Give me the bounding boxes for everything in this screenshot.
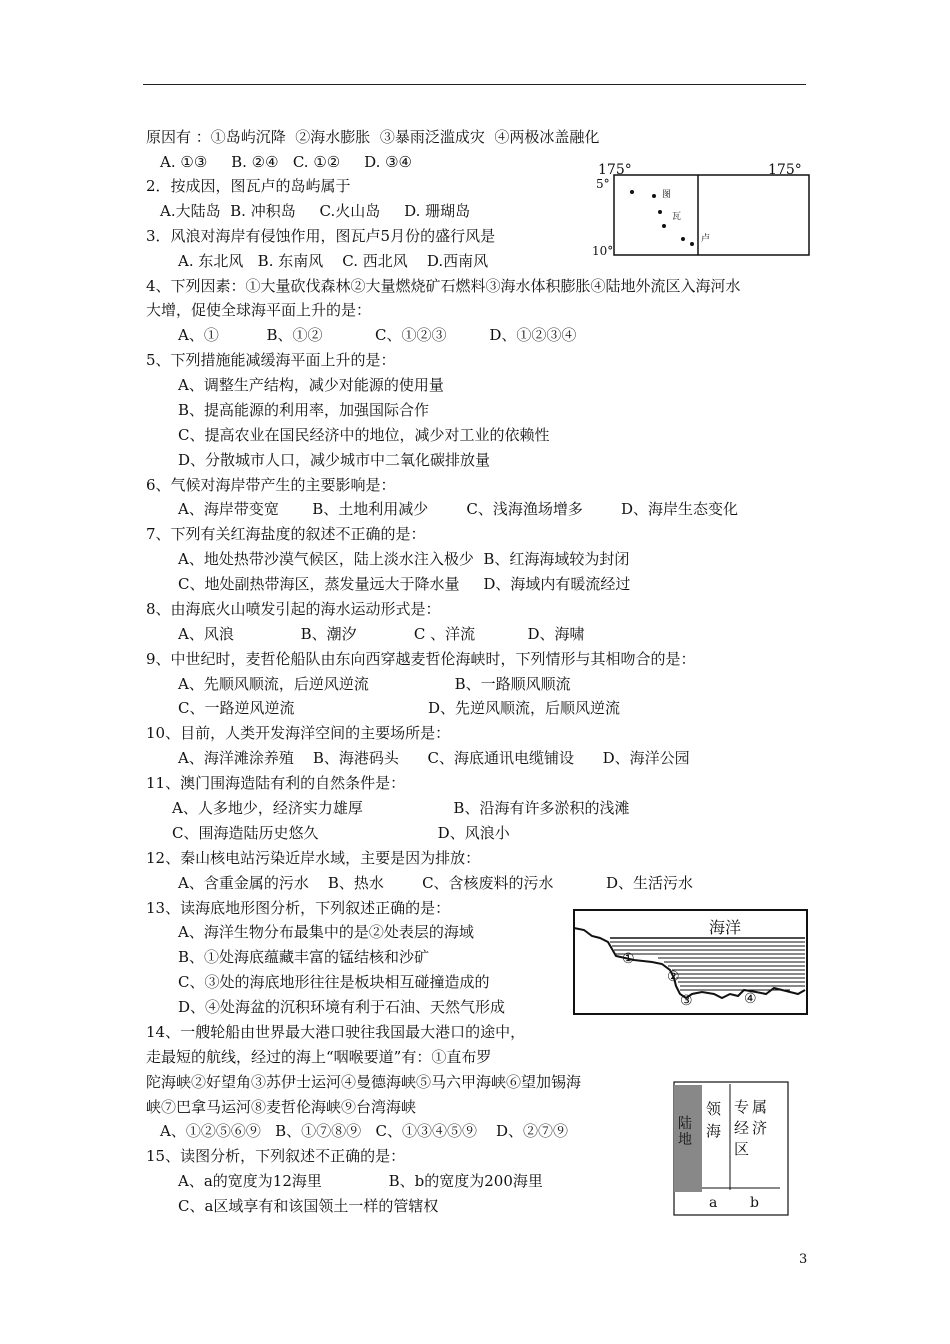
map-label-char: 瓦 [672, 212, 682, 222]
lon-right-label: 175° [768, 162, 802, 178]
map-label-char: 图 [662, 190, 672, 200]
text-line: B、①处海底蕴藏丰富的锰结核和沙矿 [178, 948, 430, 966]
text-line: 8、由海底火山喷发引起的海水运动形式是： [146, 600, 441, 618]
text-line: A、①②⑤⑥⑨ B、①⑦⑧⑨ C、①③④⑤⑨ D、②⑦⑨ [160, 1122, 569, 1140]
text-line: 12、秦山核电站污染近岸水域，主要是因为排放： [146, 849, 481, 867]
seafloor-profile-figure [572, 908, 812, 1018]
text-line: A、海岸带变宽 B、土地利用减少 C、浅海渔场增多 D、海岸生态变化 [178, 500, 739, 518]
text-line: C、地处副热带海区，蒸发量远大于降水量 D、海域内有暖流经过 [178, 575, 631, 593]
dim-b-label: b [750, 1195, 759, 1211]
text-line: 14、一艘轮船由世界最大港口驶往我国最大港口的途中， [146, 1023, 526, 1041]
text-line: A、① B、①② C、①②③ D、①②③④ [178, 326, 577, 344]
island-dot [681, 237, 685, 241]
text-line: 3．风浪对海岸有侵蚀作用，图瓦卢5月份的盛行风是 [146, 227, 496, 245]
marker-4: ④ [744, 991, 757, 1007]
maritime-zones-figure [672, 1080, 792, 1220]
eez-label: 专 属经 济区 [734, 1098, 768, 1158]
map-label-char: 卢 [701, 234, 711, 244]
text-line: A、先顺风顺流，后逆风逆流 B、一路顺风顺流 [178, 675, 571, 693]
page-number: 3 [799, 1252, 808, 1267]
dim-a-label: a [709, 1195, 718, 1211]
text-line: 2．按成因，图瓦卢的岛屿属于 [146, 177, 351, 195]
text-line: 13、读海底地形图分析，下列叙述正确的是： [146, 899, 451, 917]
island-dot [630, 190, 634, 194]
text-line: A、风浪 B、潮汐 C 、洋流 D、海啸 [178, 625, 585, 643]
text-line: 大增，促使全球海平面上升的是： [146, 301, 372, 319]
map-frame [614, 175, 809, 255]
tuvalu-map-figure [590, 155, 815, 265]
marker-2: ② [667, 969, 680, 985]
marker-3: ③ [680, 993, 693, 1009]
text-line: A. 东北风 B. 东南风 C. 西北风 D.西南风 [178, 252, 489, 270]
text-line: 10、目前，人类开发海洋空间的主要场所是： [146, 724, 451, 742]
text-line: C、③处的海底地形往往是板块相互碰撞造成的 [178, 973, 490, 991]
text-line: 7、下列有关红海盐度的叙述不正确的是： [146, 525, 426, 543]
island-dot [662, 224, 666, 228]
text-line: 15、读图分析，下列叙述不正确的是： [146, 1147, 406, 1165]
text-line: A、a的宽度为12海里 B、b的宽度为200海里 [178, 1172, 543, 1190]
text-line: 5、下列措施能减缓海平面上升的是： [146, 351, 396, 369]
text-line: 陀海峡②好望角③苏伊士运河④曼德海峡⑤马六甲海峡⑥望加锡海 [146, 1073, 582, 1091]
island-dot [652, 194, 656, 198]
text-line: 走最短的航线，经过的海上“咽喉要道”有：①直布罗 [146, 1048, 492, 1066]
text-line: A、海洋生物分布最集中的是②处表层的海域 [178, 923, 474, 941]
lat-top-label: 5° [596, 177, 610, 191]
text-line: C、围海造陆历史悠久 D、风浪小 [172, 824, 510, 842]
text-line: 峡⑦巴拿马运河⑧麦哲伦海峡⑨台湾海峡 [146, 1098, 417, 1116]
text-line: A、调整生产结构，减少对能源的使用量 [178, 376, 444, 394]
lon-left-label: 175° [598, 162, 632, 178]
island-dot [690, 242, 694, 246]
text-line: B、提高能源的利用率，加强国际合作 [178, 401, 430, 419]
text-line: 11、澳门围海造陆有利的自然条件是： [146, 774, 406, 792]
header-rule [143, 84, 806, 85]
text-line: 4、下列因素：①大量砍伐森林②大量燃烧矿石燃料③海水体积膨胀④陆地外流区入海河水 [146, 277, 741, 295]
text-line: A、人多地少，经济实力雄厚 B、沿海有许多淤积的浅滩 [172, 799, 630, 817]
ocean-label: 海洋 [709, 918, 742, 937]
territorial-sea-label: 领海 [706, 1100, 722, 1140]
text-line: 9、中世纪时，麦哲伦船队由东向西穿越麦哲伦海峡时，下列情形与其相吻合的是： [146, 650, 696, 668]
island-dot [658, 210, 662, 214]
text-line: A. ①③ B. ②④ C. ①② D. ③④ [160, 153, 412, 171]
text-line: A、地处热带沙漠气候区，陆上淡水注入极少 B、红海海域较为封闭 [178, 550, 630, 568]
text-line: C、提高农业在国民经济中的地位，减少对工业的依赖性 [178, 426, 550, 444]
text-line: A、海洋滩涂养殖 B、海港码头 C、海底通讯电缆铺设 D、海洋公园 [178, 749, 690, 767]
lat-bottom-label: 10° [592, 244, 614, 258]
text-line: A、含重金属的污水 B、热水 C、含核废料的污水 D、生活污水 [178, 874, 694, 892]
land-label: 陆地 [678, 1116, 692, 1148]
text-line: A.大陆岛 B. 冲积岛 C.火山岛 D. 珊瑚岛 [160, 202, 471, 220]
text-line: D、分散城市人口，减少城市中二氧化碳排放量 [178, 451, 491, 469]
text-line: 原因有 ：①岛屿沉降 ②海水膨胀 ③暴雨泛滥成灾 ④两极冰盖融化 [146, 128, 600, 146]
text-line: 6、气候对海岸带产生的主要影响是： [146, 476, 396, 494]
text-line: D、④处海盆的沉积环境有利于石油、天然气形成 [178, 998, 506, 1016]
marker-1: ① [622, 951, 635, 967]
text-line: C、一路逆风逆流 D、先逆风顺流，后顺风逆流 [178, 699, 621, 717]
text-line: C、a区域享有和该国领土一样的管辖权 [178, 1197, 439, 1215]
